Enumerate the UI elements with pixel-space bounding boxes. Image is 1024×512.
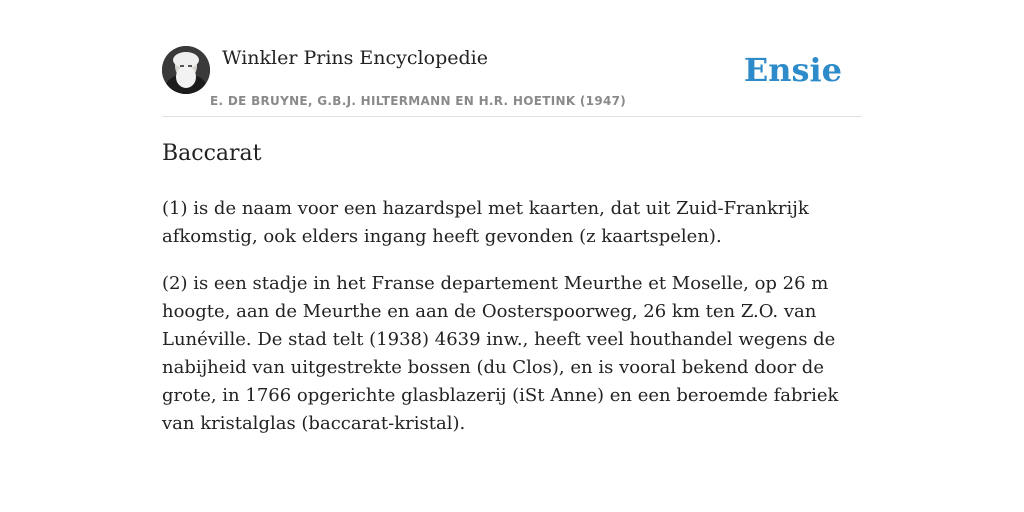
entry-paragraph-2: (2) is een stadje in het Franse departement Meurthe et Moselle, op 26 m hoogte, aan de Meurthe en aan de Oosterspoorweg, 26 km ten Z.O. van Lunéville. De stad telt (1938) 4639 inw., heeft veel houthandel wegens de nabijheid van uitgestrekte bossen (du Clos), en is vooral bekend door de grote, in 1766 opgerichte glasblazerij (iSt Anne) en een beroemde fabriek van kristalglas (baccarat-kristal). xyxy=(162,273,839,434)
bearded-man-portrait-icon[interactable] xyxy=(162,46,210,94)
ensie-logo-link[interactable]: Ensie xyxy=(743,51,842,89)
entry-title: Baccarat xyxy=(162,141,262,166)
source-title[interactable]: Winkler Prins Encyclopedie xyxy=(222,47,488,69)
entry-paragraph-1: (1) is de naam voor een hazardspel met kaarten, dat uit Zuid-Frankrijk afkomstig, ook elders ingang heeft gevonden (z kaartspelen). xyxy=(162,198,809,247)
source-authors: E. DE BRUYNE, G.B.J. HILTERMANN EN H.R. HOETINK (1947) xyxy=(210,94,627,108)
entry-content xyxy=(162,139,862,457)
source-header xyxy=(162,44,862,117)
